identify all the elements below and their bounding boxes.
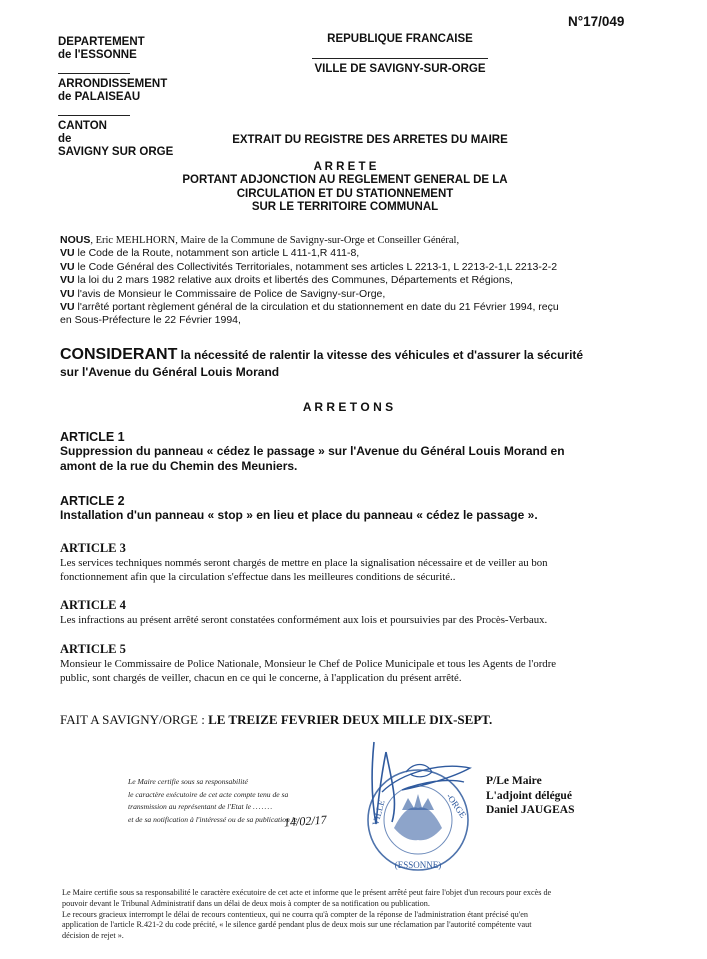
visa-line [60, 288, 660, 301]
canton-block [58, 120, 173, 159]
article-line: Installation d'un panneau « stop » en lieu et place du panneau « cédez le passage ». [60, 508, 538, 522]
considerant-line-2: sur l'Avenue du Général Louis Morand [60, 365, 280, 379]
department-block [58, 36, 145, 62]
republic-title: REPUBLIQUE FRANCAISE [327, 33, 473, 45]
legal-line: décision de rejet ». [62, 931, 124, 941]
seal-left-text: VILLE [370, 798, 387, 827]
visa-line [60, 301, 660, 314]
article-line: fonctionnement afin que la circulation s'effectue dans les meilleures conditions de sécurité.. [60, 571, 456, 583]
visa-line [60, 274, 660, 287]
seal-right-text: -ORGE [444, 791, 469, 820]
article-3 [60, 541, 692, 584]
article-line: Les infractions au présent arrêté seront constatées conformément aux lois et poursuivies par des Procès-Verbaux. [60, 614, 548, 626]
subject-line-3: SUR LE TERRITOIRE COMMUNAL [251, 201, 439, 213]
visa-line [60, 314, 660, 327]
department-line-2: de l'ESSONNE [58, 49, 137, 61]
article-line: public, sont chargés de veiller, chacun en ce qui le concerne, à l'application du présent arrêté. [60, 672, 462, 684]
article-line: Les services techniques nommés seront chargés de mettre en place la signalisation nécessaire et de veiller au bon [60, 557, 548, 569]
visa-text: le Code Général des Collectivités Territoriales, notamment ses articles L 2213-1, L 2213-2-1,L 2213-2-2 [74, 260, 558, 273]
considerant-line-1 [60, 346, 680, 364]
stamp-line: le caractère exécutoire de cet acte compte tenu de sa [128, 789, 289, 799]
visa-lead: VU [60, 274, 75, 287]
legal-line: pouvoir devant le Tribunal Administratif dans un délai de deux mois à compter de sa notification ou publication. [62, 898, 430, 908]
arrondissement-block [58, 78, 167, 104]
legal-line: Le recours gracieux interrompt le délai de recours contentieux, qui ne courra qu'à compter de la réponse de l'administration étant précisé qu'en [62, 909, 528, 919]
considerant-text: la nécessité de ralentir la vitesse des véhicules et d'assurer la sécurité [177, 348, 584, 362]
arrondissement-line-1: ARRONDISSEMENT [58, 78, 168, 90]
signatory-line-3: Daniel JAUGEAS [486, 804, 575, 816]
arrondissement-rule [58, 115, 130, 116]
extract-title: EXTRAIT DU REGISTRE DES ARRETES DU MAIRE [232, 134, 508, 146]
visa-line [60, 247, 660, 260]
fait-date: LE TREIZE FEVRIER DEUX MILLE DIX-SEPT. [208, 712, 493, 727]
legal-line: application de l'article R.421-2 du code précité, « le silence gardé pendant plus de deux mois sur une réclamation par l'autorité compétente vaut [62, 920, 532, 930]
article-title: ARTICLE 3 [60, 541, 126, 555]
article-line: Suppression du panneau « cédez le passage » sur l'Avenue du Général Louis Morand en [60, 444, 565, 458]
visa-text: en Sous-Préfecture le 22 Février 1994, [60, 314, 241, 327]
article-title: ARTICLE 4 [60, 598, 126, 612]
stamp-line: et de sa notification à l'intéressé ou de sa publication le [128, 814, 298, 824]
stamp-line: transmission au représentant de l'Etat le ....... [128, 802, 274, 811]
article-title: ARTICLE 1 [60, 430, 125, 444]
city-title: VILLE DE SAVIGNY-SUR-ORGE [314, 63, 486, 75]
arrondissement-line-2: de PALAISEAU [58, 91, 141, 103]
visa-line [60, 261, 660, 274]
article-title: ARTICLE 2 [60, 494, 125, 508]
signatory-line-1: P/Le Maire [486, 775, 542, 787]
department-rule [58, 73, 130, 74]
stamp-line: Le Maire certifie sous sa responsabilité [128, 777, 248, 786]
legal-line: Le Maire certifie sous sa responsabilité le caractère exécutoire de cet acte et informe que le présent arrêté peut faire l'objet d'un recours pour excès de [62, 888, 552, 897]
visa-text: le Code de la Route, notamment son article L 411-1,R 411-8, [74, 247, 360, 260]
arretons-heading: A R R E T O N S [302, 400, 394, 414]
fait-place: FAIT A SAVIGNY/ORGE : [60, 712, 209, 727]
visas-block [60, 234, 660, 328]
subject-line-1: PORTANT ADJONCTION AU REGLEMENT GENERAL DE LA [182, 174, 508, 186]
signature [352, 732, 482, 842]
article-1 [60, 430, 680, 474]
fait-line [60, 712, 492, 728]
subject-line-2: CIRCULATION ET DU STATIONNEMENT [236, 187, 454, 200]
signatory-block [486, 774, 575, 818]
arrete-subject [150, 174, 540, 215]
canton-line-1: CANTON [58, 120, 107, 132]
seal-bottom-text: (ESSONNE) [394, 860, 442, 870]
visa-text: l'avis de Monsieur le Commissaire de Police de Savigny-sur-Orge, [74, 287, 386, 300]
visa-lead: NOUS [60, 234, 91, 246]
article-title: ARTICLE 5 [60, 642, 126, 656]
visa-lead: VU [60, 287, 75, 300]
republic-rule [312, 58, 488, 59]
legal-notice [62, 888, 698, 942]
article-2 [60, 494, 680, 523]
canton-line-2: de [58, 133, 72, 145]
considerant-block [60, 346, 680, 381]
article-line: Monsieur le Commissaire de Police Nationale, Monsieur le Chef de Police Municipale et tous les Agents de l'ordre [60, 658, 557, 670]
article-5 [60, 642, 692, 685]
visa-text: l'arrêté portant règlement général de la circulation et du stationnement en date du 21 Février 1994, reçu [74, 301, 559, 314]
article-4 [60, 598, 692, 627]
visa-text: la loi du 2 mars 1982 relative aux droits et libertés des Communes, Départements et Régions, [74, 274, 513, 287]
document-number: N°17/049 [568, 14, 625, 29]
article-line: amont de la rue du Chemin des Meuniers. [60, 459, 298, 473]
visa-lead: VU [60, 301, 75, 314]
visa-line [60, 234, 660, 247]
visa-lead: VU [60, 260, 75, 273]
handwritten-date: 14/02/17 [283, 812, 328, 830]
considerant-lead: CONSIDERANT [60, 346, 178, 363]
arrete-heading: A R R E T E [313, 161, 377, 173]
signatory-line-2: L'adjoint délégué [486, 789, 572, 802]
department-line-1: DEPARTEMENT [58, 36, 145, 48]
canton-line-3: SAVIGNY SUR ORGE [58, 146, 174, 158]
visa-lead: VU [60, 247, 75, 260]
visa-text: , Eric MEHLHORN, Maire de la Commune de Savigny-sur-Orge et Conseiller Général, [90, 235, 460, 246]
